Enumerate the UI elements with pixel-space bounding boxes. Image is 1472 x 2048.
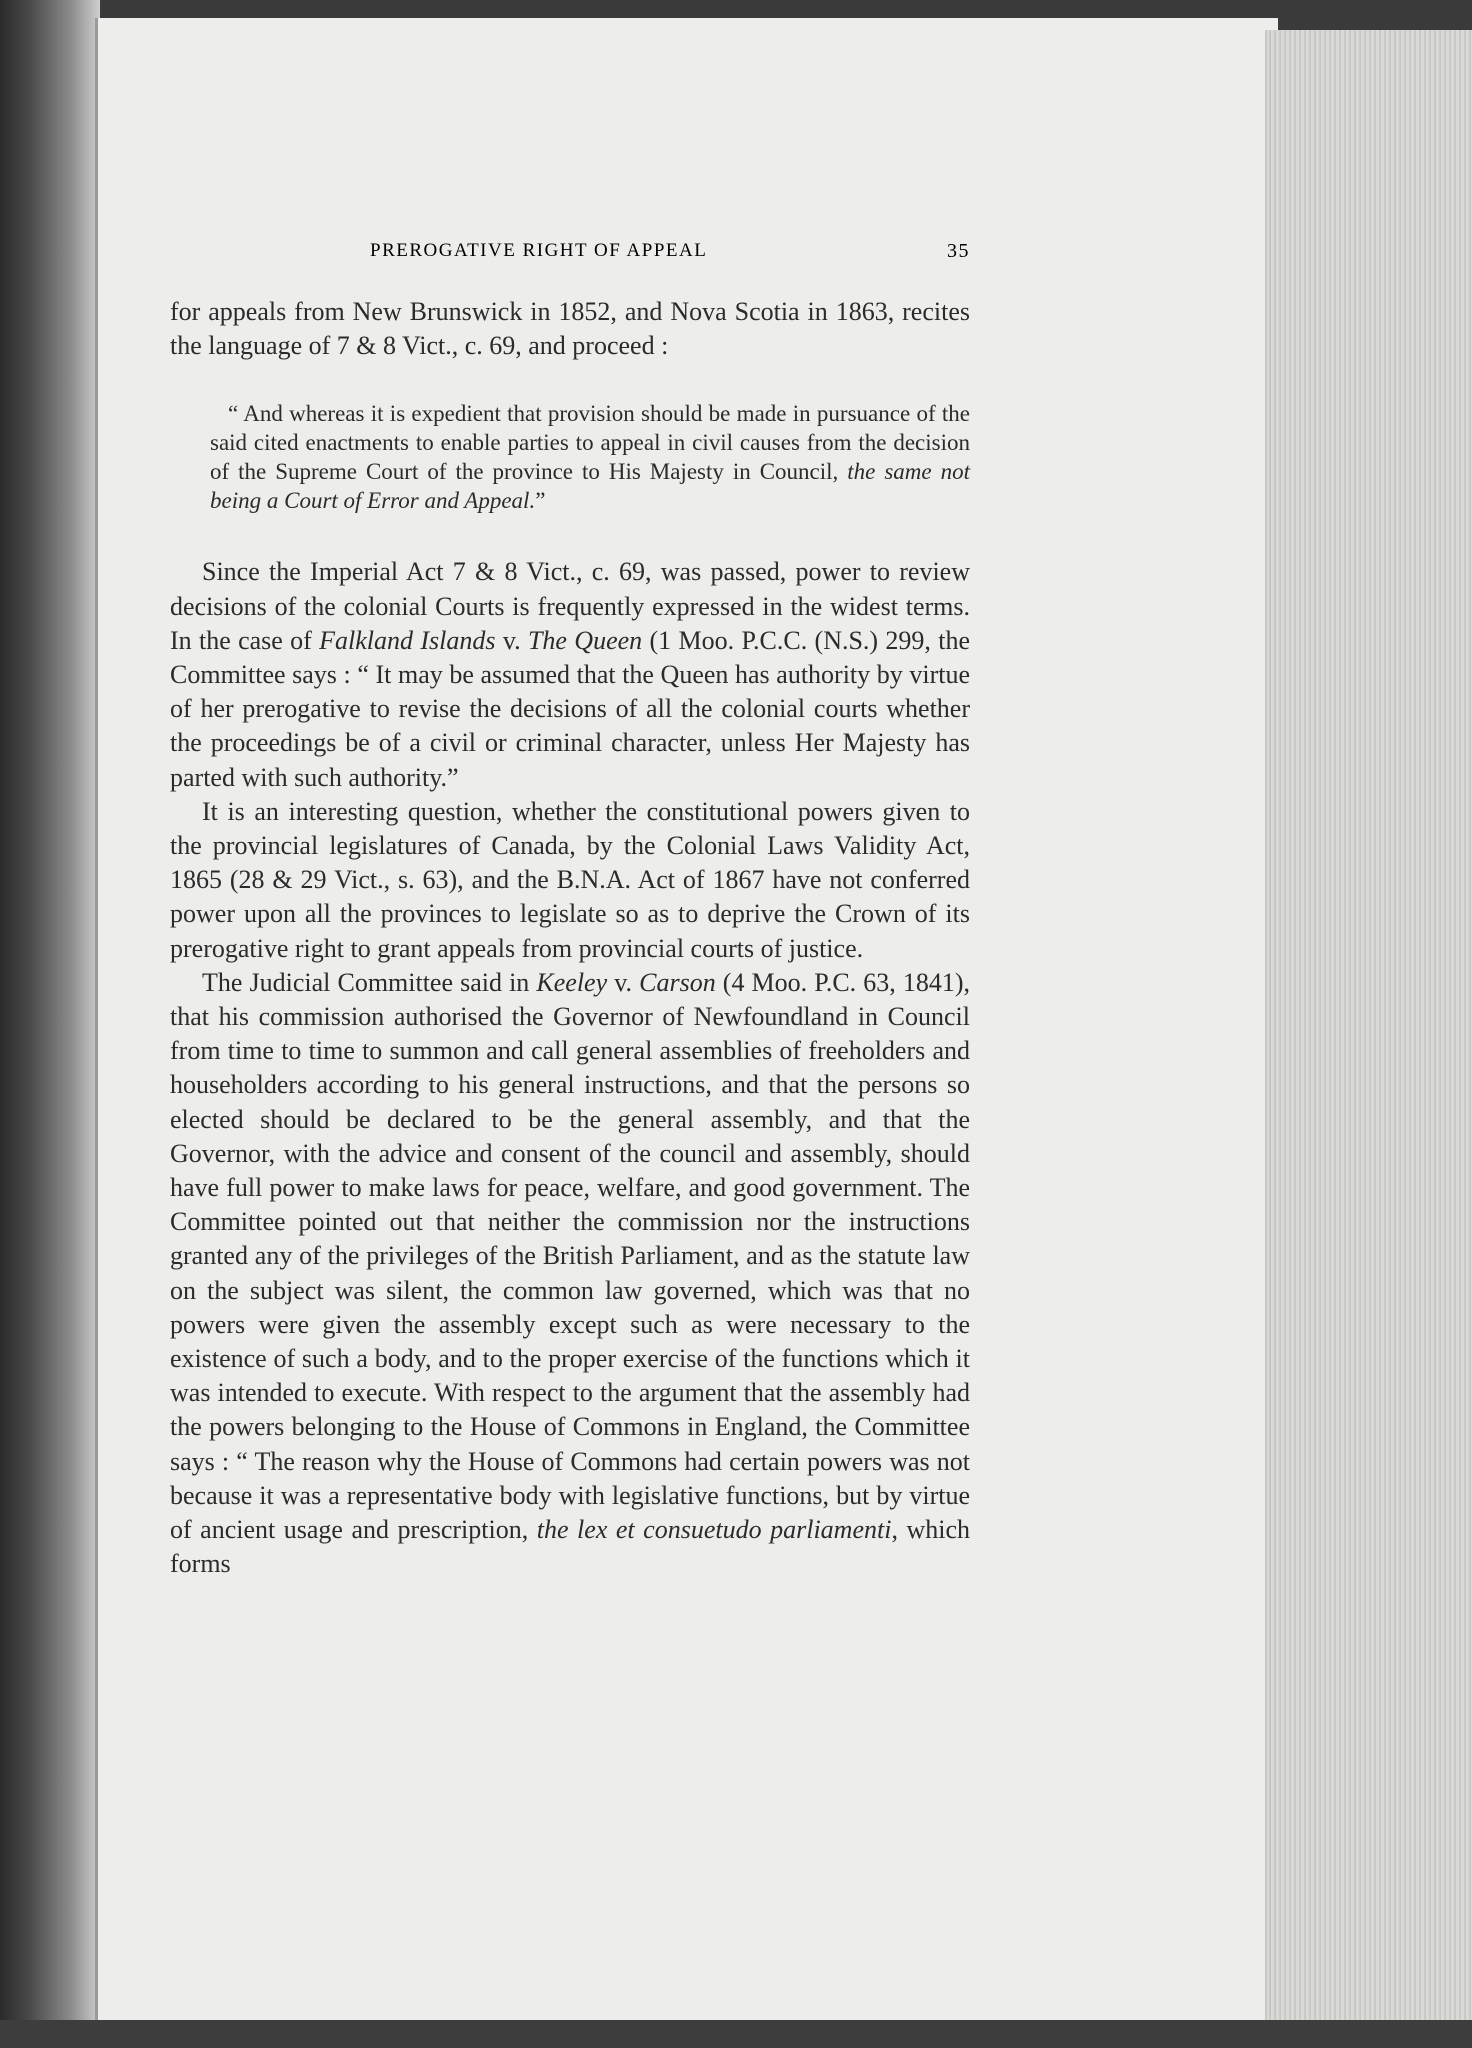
quote-close: ” [535, 488, 546, 514]
page-stack-edge [1265, 30, 1472, 2048]
running-header [170, 240, 970, 270]
case-name: The Queen [527, 625, 643, 655]
case-name: Carson [639, 967, 716, 997]
versus: v. [607, 967, 640, 997]
page-body [170, 295, 970, 1582]
paragraph [170, 295, 970, 363]
paragraph [170, 555, 970, 794]
paragraph [170, 795, 970, 966]
versus: v. [495, 625, 528, 655]
paragraph-text: , which forms [170, 1515, 970, 1579]
paragraph-text: The Judicial Committee said in [202, 967, 537, 997]
block-quote [210, 399, 970, 515]
left-page-edge [0, 0, 100, 2048]
paragraph-text: (4 Moo. P.C. 63, 1841), that his commission authorised the Governor of Newfoundland in Council from time to time to summon and call general assemblies of freeholders and householders according to his general instructions, and that the persons so elected should be declared to be the general assembly, and that the Governor, with the advice and consent of the council and assembly, should have full power to make laws for peace, welfare, and good government. The Committee pointed out that neither the commission nor the instructions granted any of the privileges of the British Parliament, and as the statute law on the subject was silent, the common law governed, which was that no powers were given the assembly except such as were necessary to the existence of such a body, and to the proper exercise of the functions which it was intended to execute. With respect to the argument that the assembly had the powers belonging to the House of Commons in England, the Committee says : “ The reason why the House of Commons had certain powers was not because it was a representative body with legislative functions, but by virtue of ancient usage and prescription, [170, 967, 971, 1545]
case-name: Keeley [536, 967, 608, 997]
paragraph [170, 966, 970, 1582]
running-title: PREROGATIVE RIGHT OF APPEAL [370, 240, 708, 261]
page-number: 35 [947, 240, 970, 262]
paragraph-text: It is an interesting question, whether the constitutional powers given to the provincial legislatures of Canada, by the Colonial Laws Validity Act, 1865 (28 & 29 Vict., s. 63), and the B.N.A. Act of 1867 have not conferred power upon all the provinces to legislate so as to deprive the Crown of its prerogative right to grant appeals from provincial courts of justice. [170, 796, 970, 963]
quote-italic: the same not being a Court of Error and Appeal. [210, 459, 970, 514]
latin-phrase: the lex et consuetudo parliamenti [536, 1515, 892, 1545]
bottom-edge [0, 2020, 1472, 2048]
case-name: Falkland Islands [319, 625, 496, 655]
paragraph-text: Since the Imperial Act 7 & 8 Vict., c. 69, was passed, power to review decisions of the colonial Courts is frequently expressed in the widest terms. In the case of [170, 557, 970, 655]
quote-text: “ And whereas it is expedient that provision should be made in pursuance of the said cited enactments to enable parties to appeal in civil causes from the decision of the Supreme Court of the province to His Majesty in Council, [210, 401, 970, 485]
paragraph-text: (1 Moo. P.C.C. (N.S.) 299, the Committee says : “ It may be assumed that the Queen has authority by virtue of her prerogative to revise the decisions of all the colonial courts whether the proceedings be of a civil or criminal character, unless Her Majesty has parted with such authority.” [170, 625, 971, 792]
paragraph-text: for appeals from New Brunswick in 1852, and Nova Scotia in 1863, recites the language of 7 & 8 Vict., c. 69, and proceed : [170, 297, 970, 361]
